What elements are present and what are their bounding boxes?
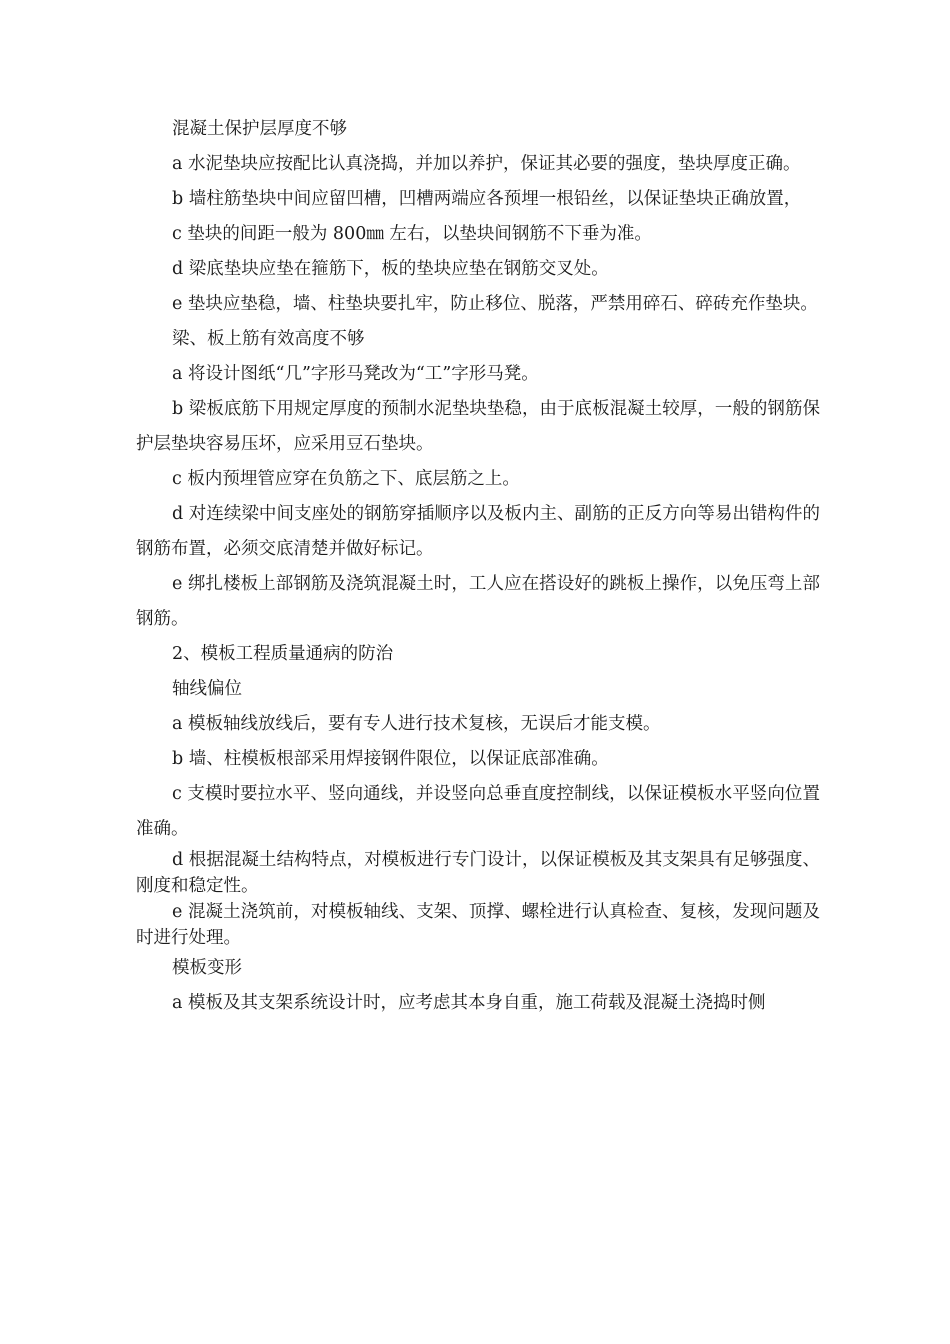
paragraph-16: b 墙、柱模板根部采用焊接钢件限位，以保证底部准确。 [172,749,609,769]
paragraph-5: d 梁底垫块应垫在箍筋下，板的垫块应垫在钢筋交叉处。 [172,259,609,279]
paragraph-9: b 梁板底筋下用规定厚度的预制水泥垫块垫稳，由于底板混凝土较厚，一般的钢筋保护层垫块容易压坏，应采用豆石垫块。 [136,399,820,454]
paragraph-11: d 对连续梁中间支座处的钢筋穿插顺序以及板内主、副筋的正反方向等易出错构件的钢筋布置，必须交底清楚并做好标记。 [136,504,820,559]
paragraph-4: c 垫块的间距一般为 800㎜ 左右，以垫块间钢筋不下垂为准。 [172,224,652,244]
paragraph-3: b 墙柱筋垫块中间应留凹槽，凹槽两端应各预埋一根铅丝，以保证垫块正确放置， [172,189,802,209]
paragraph-17: c 支模时要拉水平、竖向通线，并设竖向总垂直度控制线，以保证模板水平竖向位置准确。 [136,784,820,839]
paragraph-19: e 混凝土浇筑前，对模板轴线、支架、顶撑、螺栓进行认真检查、复核，发现问题及时进行处理。 [136,902,820,948]
paragraph-18: d 根据混凝土结构特点，对模板进行专门设计，以保证模板及其支架具有足够强度、刚度和稳定性。 [136,850,820,896]
paragraph-10: c 板内预埋管应穿在负筋之下、底层筋之上。 [172,469,520,489]
paragraph-15: a 模板轴线放线后，要有专人进行技术复核，无误后才能支模。 [172,714,661,734]
paragraph-13: 2、模板工程质量通病的防治 [172,644,394,664]
paragraph-14: 轴线偏位 [172,679,242,699]
paragraph-2: a 水泥垫块应按配比认真浇捣，并加以养护，保证其必要的强度，垫块厚度正确。 [172,154,801,174]
paragraph-20: 模板变形 [172,958,242,978]
paragraph-12: e 绑扎楼板上部钢筋及浇筑混凝土时，工人应在搭设好的跳板上操作，以免压弯上部钢筋。 [136,574,820,629]
document-body [136,112,820,1021]
paragraph-1: 混凝土保护层厚度不够 [172,119,347,139]
paragraph-6: e 垫块应垫稳，墙、柱垫块要扎牢，防止移位、脱落，严禁用碎石、碎砖充作垫块。 [172,294,818,314]
paragraph-7: 梁、板上筋有效高度不够 [172,329,365,349]
paragraph-21: a 模板及其支架系统设计时，应考虑其本身自重，施工荷载及混凝土浇捣时侧 [172,993,766,1013]
paragraph-8: a 将设计图纸“几”字形马凳改为“工”字形马凳。 [172,364,539,384]
